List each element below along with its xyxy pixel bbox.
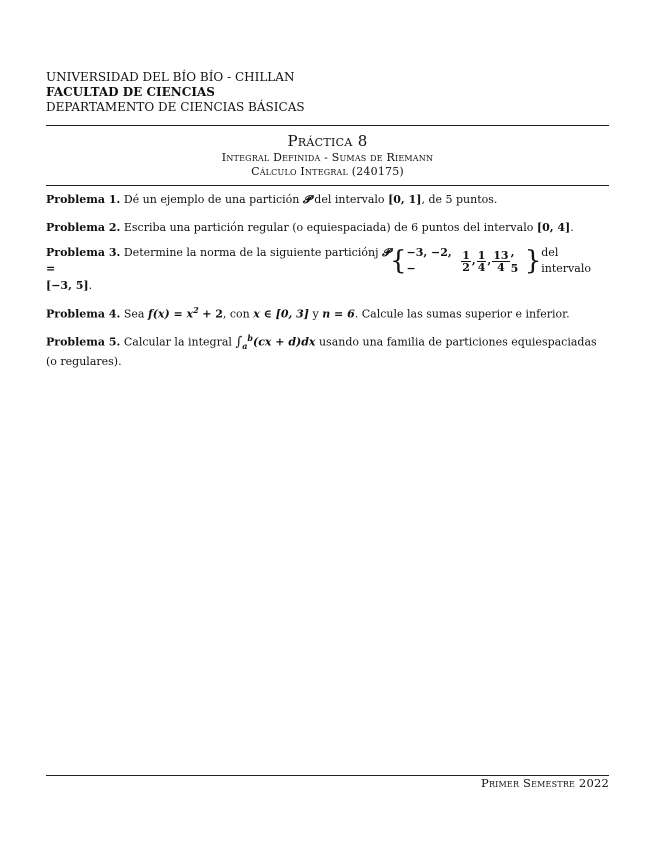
left-brace: { bbox=[389, 246, 407, 276]
title-divider bbox=[46, 185, 609, 186]
problem-text: , de 5 puntos. bbox=[421, 193, 498, 206]
top-divider bbox=[46, 125, 609, 126]
faculty-name: FACULTAD DE CIENCIAS bbox=[46, 85, 215, 99]
institution-header bbox=[46, 70, 305, 115]
math-interval: [0, 1] bbox=[388, 193, 422, 206]
page-subtitle: Integral Definida - Sumas de Riemann bbox=[221, 151, 434, 164]
problem-label: Problema 5. bbox=[46, 335, 121, 349]
problem-label: Problema 1. bbox=[46, 193, 121, 206]
problem-text: Calcular la integral bbox=[123, 335, 232, 349]
problem-3 bbox=[46, 246, 609, 294]
title-block bbox=[46, 132, 609, 179]
math-integrand: (cx + d)dx bbox=[252, 335, 316, 349]
problem-text: , con bbox=[222, 307, 250, 321]
math-interval: [−3, 5] bbox=[46, 279, 89, 292]
math-function: + 2 bbox=[202, 307, 223, 321]
footer-semester: Primer Semestre 2022 bbox=[481, 776, 609, 790]
fraction-numerator: 1 bbox=[477, 248, 486, 262]
fraction-denominator: 4 bbox=[477, 260, 486, 274]
partition-set: { −3, −2, − $\frac{1}{2}$ , $\frac{1}{4}$ , $\frac{13}{4}$ , 5 } bbox=[389, 246, 542, 276]
math-function: f(x) = x bbox=[147, 307, 194, 321]
fraction bbox=[492, 250, 509, 273]
problem-text: Escriba una partición regular (o equiespaciada) de 6 puntos del intervalo bbox=[123, 221, 534, 234]
problem-label: Problema 2. bbox=[46, 221, 121, 234]
problem-4 bbox=[46, 302, 609, 323]
problem-text: Determine la norma de la siguiente particiónj bbox=[123, 246, 379, 259]
integral-upper-limit: b bbox=[247, 333, 253, 343]
problem-text: Sea bbox=[123, 307, 145, 321]
fraction bbox=[477, 250, 487, 273]
problem-2 bbox=[46, 220, 609, 236]
problem-text: . Calcule las sumas superior e inferior. bbox=[354, 307, 570, 321]
problem-text: y bbox=[312, 307, 319, 321]
problem-text: . bbox=[570, 221, 574, 234]
problem-1 bbox=[46, 192, 609, 208]
integral-sign: ∫ bbox=[235, 334, 243, 350]
university-name: UNIVERSIDAD DEL BÍO BÍO - CHILLAN bbox=[46, 70, 295, 84]
problem-label: Problema 4. bbox=[46, 307, 121, 321]
fraction bbox=[461, 250, 471, 273]
problem-text: del intervalo bbox=[314, 193, 385, 206]
problem-label: Problema 3. bbox=[46, 246, 121, 259]
math-n: n = 6 bbox=[322, 307, 355, 321]
right-brace: } bbox=[524, 246, 542, 276]
math-exponent: 2 bbox=[193, 305, 199, 315]
math-domain: x ∈ [0, 3] bbox=[253, 307, 310, 321]
problem-text: usando una familia de particiones equiespaciadas (o regulares). bbox=[46, 335, 597, 368]
problem-text: . bbox=[88, 279, 93, 292]
math-symbol: 𝓟 bbox=[302, 193, 311, 206]
math-symbol: 𝓟 = bbox=[46, 246, 390, 275]
fraction-denominator: 2 bbox=[462, 260, 470, 274]
integral-lower-limit: a bbox=[242, 340, 248, 351]
problem-text: Dé un ejemplo de una partición bbox=[123, 193, 300, 206]
course-name: Cálculo Integral (240175) bbox=[251, 165, 404, 178]
set-values: −3, −2, − bbox=[406, 246, 452, 275]
problem-5 bbox=[46, 330, 609, 370]
fraction-numerator: 13 bbox=[493, 248, 509, 262]
department-name: DEPARTAMENTO DE CIENCIAS BÁSICAS bbox=[46, 100, 305, 114]
fraction-denominator: 4 bbox=[497, 260, 505, 274]
set-values: , 5 bbox=[510, 246, 519, 275]
fraction-numerator: 1 bbox=[462, 248, 470, 262]
math-interval: [0, 4] bbox=[536, 221, 571, 234]
problem-text: del intervalo bbox=[541, 246, 591, 275]
page-title: Práctica 8 bbox=[287, 132, 368, 150]
